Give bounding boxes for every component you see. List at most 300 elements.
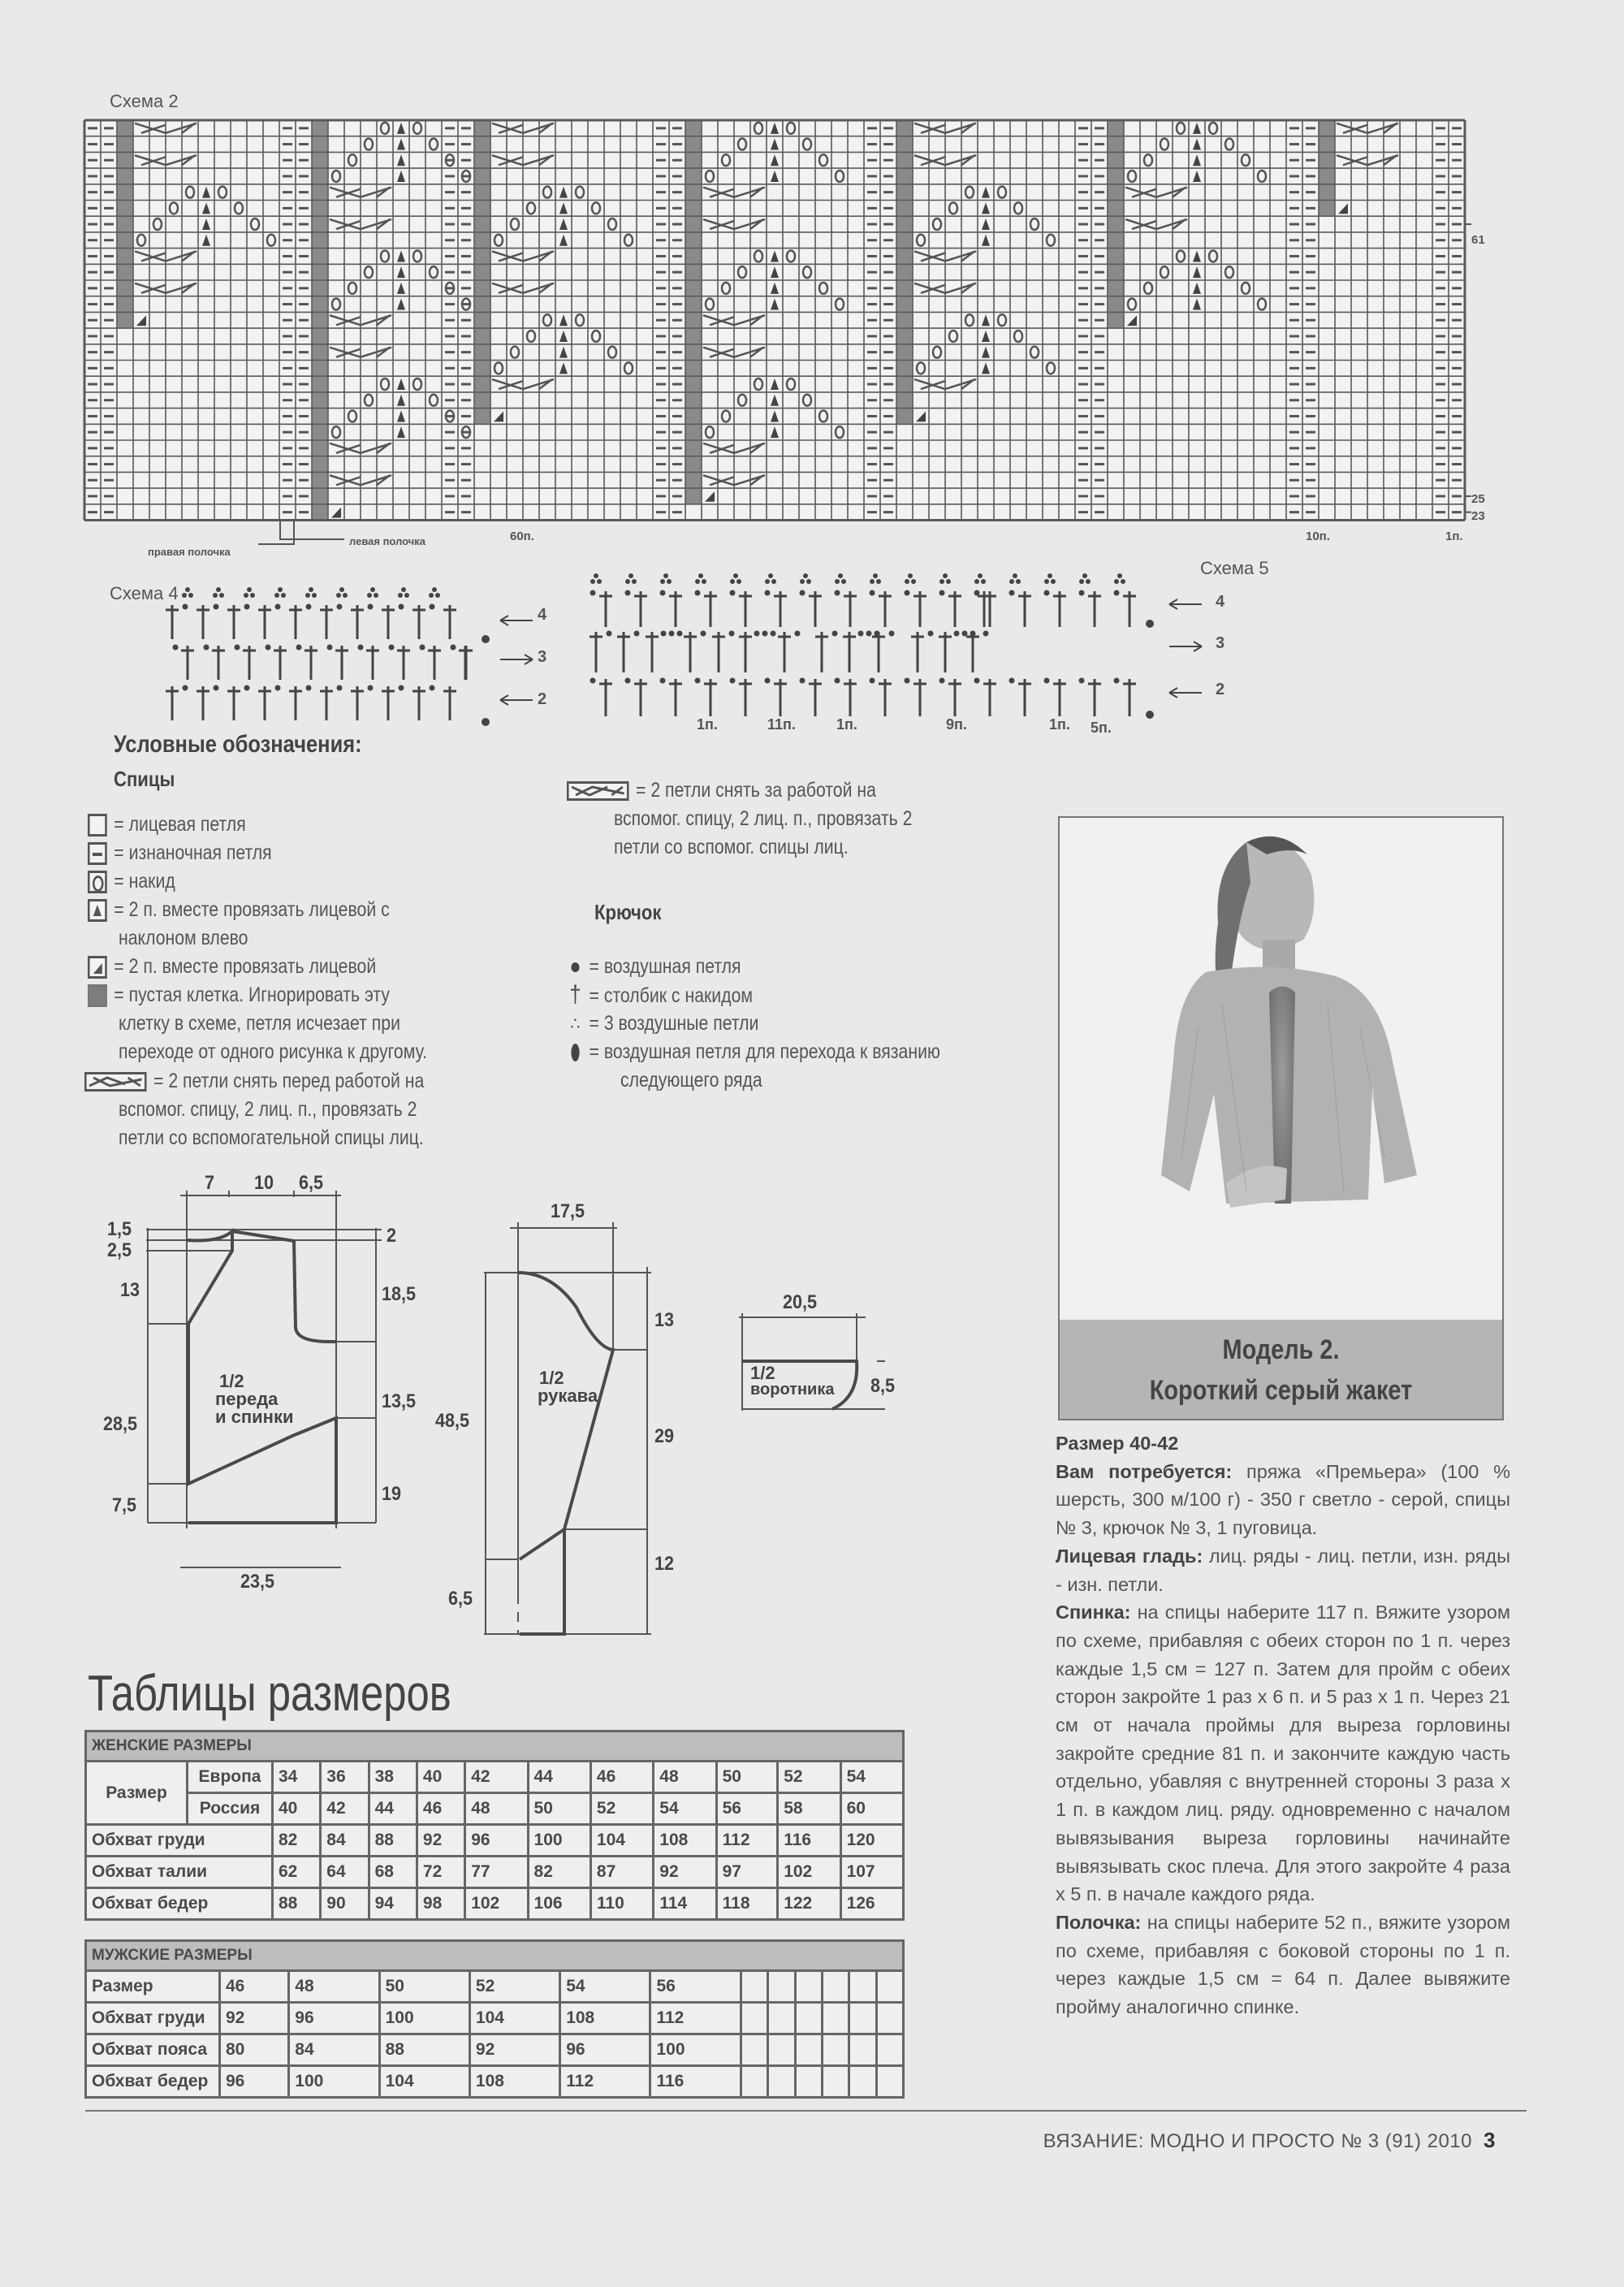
chain-mark: [838, 573, 843, 578]
empty-cell-icon: [88, 984, 107, 1007]
dimension-label: 13: [654, 1309, 675, 1331]
russia-size-cell: 60: [840, 1793, 903, 1825]
body-pattern-label: и спинки: [215, 1407, 294, 1427]
table-row: [86, 1888, 904, 1920]
chain-mark: [306, 685, 312, 691]
dimension-label: 28,5: [103, 1413, 138, 1435]
chain-mark: [806, 579, 811, 584]
chain-mark: [1009, 579, 1014, 584]
purl-stitch-icon: [88, 842, 107, 865]
row-label: Обхват бедер: [86, 1888, 273, 1920]
legend-knit-title: Спицы: [114, 767, 175, 791]
legend-item: [568, 952, 741, 981]
knit-stitch-icon: [88, 814, 107, 837]
chain-mark: [858, 631, 864, 637]
measure-cell: 92: [654, 1857, 716, 1888]
dimension-label: 23,5: [240, 1571, 275, 1593]
chain-mark: [244, 604, 250, 610]
chain-mark: [370, 587, 375, 592]
legend-item: [88, 895, 390, 924]
size-tables-title: Таблицы размеров: [88, 1666, 451, 1722]
chain-mark: [1047, 573, 1052, 578]
legend-text: = воздушная петля: [589, 955, 741, 978]
crochet-charts: [0, 0, 1624, 772]
chain-mark: [306, 604, 312, 610]
measure-cell: 100: [650, 2034, 741, 2066]
chain-mark: [214, 685, 219, 691]
model-title: Короткий серый жакет: [1149, 1375, 1413, 1406]
measure-cell: 48: [289, 1971, 379, 2003]
empty-cell: [849, 2034, 876, 2066]
chain-mark: [866, 631, 872, 637]
measure-cell: 50: [379, 1971, 469, 2003]
russia-size-cell: 52: [590, 1793, 653, 1825]
chain-mark: [1082, 573, 1087, 578]
chain-mark: [667, 579, 672, 584]
measure-cell: 112: [716, 1825, 778, 1857]
measure-cell: 118: [716, 1888, 778, 1920]
legend-item: [88, 810, 246, 839]
stitch-label-1: 1п.: [1445, 530, 1463, 543]
legend-text: = 2 петли снять перед работой на: [153, 1070, 425, 1092]
chain-mark: [429, 593, 434, 598]
chain-mark: [312, 593, 317, 598]
chain-mark: [389, 645, 395, 651]
empty-cell: [876, 2034, 903, 2066]
legend-text: = 2 петли снять за работой на: [636, 779, 876, 802]
chain-mark: [765, 579, 770, 584]
empty-cell: [768, 2066, 795, 2098]
russia-size-cell: 56: [716, 1793, 778, 1825]
legend-item: [568, 980, 753, 1010]
empty-cell: [768, 2003, 795, 2034]
dimension-label: 13,5: [382, 1390, 417, 1412]
empty-cell: [849, 2003, 876, 2034]
chain-mark: [451, 645, 456, 651]
stockinette-text: лиц. ряды - лиц. петли, изн. ряды - изн. петли.: [1056, 1545, 1511, 1595]
chain-mark: [244, 593, 248, 598]
row-label: Обхват пояса: [86, 2034, 220, 2066]
row-label: Обхват талии: [86, 1857, 273, 1888]
measure-cell: 112: [650, 2003, 741, 2034]
empty-cell: [768, 2034, 795, 2066]
table-row: [86, 1825, 904, 1857]
page-number: 3: [1484, 2128, 1496, 2152]
size-label: Размер: [86, 1762, 188, 1825]
cable-back-icon: [567, 781, 629, 801]
dimension-label: 8,5: [870, 1375, 896, 1397]
chain-mark: [214, 604, 219, 610]
measure-cell: 87: [590, 1857, 653, 1888]
chain-mark: [339, 587, 344, 592]
legend-text: = столбик с накидом: [589, 984, 754, 1007]
men-table-header: МУЖСКИЕ РАЗМЕРЫ: [86, 1941, 904, 1971]
stockinette-label: Лицевая гладь:: [1056, 1545, 1203, 1567]
chain-mark: [771, 631, 776, 637]
chain-mark: [1051, 579, 1056, 584]
legend-text: вспомог. спицу, 2 лиц. п., провязать 2: [614, 807, 913, 830]
chain-mark: [185, 587, 190, 592]
chain-mark: [677, 631, 683, 637]
chain-mark: [876, 579, 881, 584]
chain-mark: [698, 573, 703, 578]
chain-mark: [336, 593, 341, 598]
model-number: Модель 2.: [1222, 1334, 1340, 1365]
collar-pattern-label: воротника: [750, 1381, 835, 1399]
empty-cell: [741, 2034, 767, 2066]
dimension-label: 19: [382, 1483, 402, 1505]
table-row: [86, 2066, 904, 2098]
chain-mark: [399, 685, 404, 691]
row-label-61: 61: [1471, 233, 1485, 247]
chain-mark: [281, 593, 286, 598]
row-label-23: 23: [1471, 509, 1485, 523]
measure-cell: 100: [379, 2003, 469, 2034]
legend-text: петли со вспомог. спицы лиц.: [614, 836, 849, 858]
legend-text: клетку в схеме, петля исчезает при: [119, 1012, 400, 1035]
chain-mark: [754, 631, 760, 637]
row-label-25: 25: [1471, 492, 1485, 506]
chain-mark: [1079, 590, 1085, 596]
empty-cell: [795, 1971, 822, 2003]
legend-text: = 2 п. вместе провязать лицевой: [114, 955, 377, 978]
chain-mark: [1013, 573, 1017, 578]
chain-mark: [660, 590, 666, 596]
chain-mark: [911, 579, 916, 584]
measure-cell: 108: [469, 2066, 559, 2098]
schema2-title: Схема 2: [110, 91, 179, 111]
measure-cell: 84: [321, 1825, 369, 1857]
chain-mark: [803, 573, 808, 578]
russia-size-cell: 40: [273, 1793, 321, 1825]
measure-cell: 54: [560, 1971, 650, 2003]
measure-cell: 82: [273, 1825, 321, 1857]
chain-mark: [1117, 573, 1122, 578]
materials-text: пряжа «Премьера» (100 % шерсть, 300 м/100 г) - 350 г светло - серой, спицы № 3, крючок № 3, 1 пуговица.: [1056, 1460, 1511, 1539]
measure-cell: 120: [840, 1825, 903, 1857]
chain-mark: [430, 685, 435, 691]
empty-cell: [849, 1971, 876, 2003]
row-label: Обхват груди: [86, 2003, 220, 2034]
empty-cell: [741, 1971, 767, 2003]
measure-cell: 116: [778, 1825, 840, 1857]
chain-mark: [730, 590, 736, 596]
empty-cell: [741, 2066, 767, 2098]
dimension-label: 48,5: [435, 1410, 470, 1432]
chain-mark: [762, 631, 768, 637]
measure-cell: 112: [560, 2066, 650, 2098]
chain-mark: [597, 579, 602, 584]
instructions-column: [1056, 1429, 1510, 2021]
chain-mark: [835, 678, 840, 684]
chain-mark: [1146, 711, 1154, 719]
legend-text: = пустая клетка. Игнорировать эту: [114, 984, 391, 1006]
schema5-row-2: 2: [1216, 681, 1225, 698]
dimension-label: 20,5: [783, 1291, 818, 1313]
chain-mark: [870, 590, 875, 596]
schema5-stitch-label: 1п.: [836, 716, 857, 733]
right-front-pointer-label: правая полочка: [148, 546, 231, 558]
chain-mark: [1044, 579, 1049, 584]
measure-cell: 100: [289, 2066, 379, 2098]
chain-mark: [594, 573, 598, 578]
measure-cell: 96: [289, 2003, 379, 2034]
sleeve-pattern-label: рукава: [538, 1386, 598, 1406]
schema4-row-3: 3: [538, 648, 547, 666]
europe-size-cell: 34: [273, 1762, 321, 1793]
measure-cell: 92: [469, 2034, 559, 2066]
europe-label: Европа: [188, 1762, 273, 1793]
measure-cell: 100: [528, 1825, 590, 1857]
chain-mark: [435, 593, 440, 598]
row-label: Размер: [86, 1971, 220, 2003]
europe-size-cell: 48: [654, 1762, 716, 1793]
chain-mark: [250, 593, 255, 598]
dimension-label: 12: [654, 1553, 675, 1575]
measure-cell: 116: [650, 2066, 741, 2098]
photo-caption: [1060, 1320, 1502, 1419]
chain-mark: [702, 579, 706, 584]
measure-cell: 88: [273, 1888, 321, 1920]
table-row: [86, 2003, 904, 2034]
chain-mark: [216, 587, 221, 592]
legend-item: [84, 1066, 424, 1096]
model-illustration: [1060, 818, 1502, 1321]
empty-cell: [795, 2003, 822, 2034]
chain-mark: [1044, 590, 1050, 596]
cable-front-icon: [84, 1072, 147, 1092]
measure-cell: 114: [654, 1888, 716, 1920]
measure-cell: 96: [220, 2066, 289, 2098]
dimension-label: 17,5: [551, 1200, 585, 1222]
chain-mark: [974, 579, 979, 584]
chain-mark: [870, 678, 875, 684]
schema4-title: Схема 4: [110, 583, 179, 603]
chain-mark: [213, 593, 218, 598]
chain-mark: [275, 685, 281, 691]
schema4-row-4: 4: [538, 606, 547, 624]
legend-crochet-title: Крючок: [594, 900, 662, 924]
measure-cell: 68: [369, 1857, 417, 1888]
dimension-label: 13: [120, 1279, 140, 1301]
chain-mark: [401, 587, 406, 592]
back-label: Спинка:: [1056, 1602, 1131, 1623]
chain-mark: [873, 573, 878, 578]
schema5-stitch-label: 5п.: [1091, 720, 1112, 736]
stitch-label-60: 60п.: [510, 530, 534, 543]
empty-cell: [768, 1971, 795, 2003]
measure-cell: 88: [369, 1825, 417, 1857]
k2tog-left-icon: [88, 899, 107, 922]
chain-mark: [695, 590, 701, 596]
chain-mark: [173, 645, 179, 651]
row-label: Обхват бедер: [86, 2066, 220, 2098]
legend-text: наклоном влево: [119, 927, 248, 949]
chain-mark: [188, 593, 193, 598]
chain-mark: [695, 579, 700, 584]
chain-mark: [607, 631, 612, 637]
chain-mark: [981, 579, 986, 584]
dimension-label: 10: [254, 1172, 274, 1194]
body-pattern-label: 1/2: [219, 1371, 244, 1391]
chain-mark: [905, 590, 910, 596]
chain-mark: [1044, 678, 1050, 684]
front-label: Полочка:: [1056, 1911, 1142, 1933]
chain-mark: [905, 579, 909, 584]
europe-size-cell: 54: [840, 1762, 903, 1793]
chain-mark: [800, 590, 806, 596]
measure-cell: 84: [289, 2034, 379, 2066]
russia-size-cell: 54: [654, 1793, 716, 1825]
empty-cell: [876, 2066, 903, 2098]
chain-mark: [358, 645, 364, 651]
legend-text: петли со вспомогательной спицы лиц.: [119, 1126, 424, 1149]
measure-cell: 104: [469, 2003, 559, 2034]
schema5-title: Схема 5: [1200, 558, 1269, 578]
materials-label: Вам потребуется:: [1056, 1460, 1233, 1482]
chain-mark: [632, 579, 637, 584]
empty-cell: [795, 2066, 822, 2098]
chain-mark: [398, 593, 403, 598]
measure-cell: 52: [469, 1971, 559, 2003]
chain-mark: [736, 579, 741, 584]
k2tog-icon: [88, 956, 107, 979]
measure-cell: 94: [369, 1888, 417, 1920]
russia-size-cell: 50: [528, 1793, 590, 1825]
empty-cell: [822, 2066, 849, 2098]
row-direction-arrow: [500, 655, 533, 664]
chain-mark: [1009, 590, 1015, 596]
chain-mark: [247, 587, 252, 592]
chain-mark: [590, 579, 595, 584]
chain-mark: [771, 579, 776, 584]
chain-mark: [889, 631, 895, 637]
measure-cell: 62: [273, 1857, 321, 1888]
chain-mark: [661, 631, 667, 637]
dimension-label: 7,5: [112, 1494, 137, 1516]
chain-mark: [309, 587, 313, 592]
chain-mark: [235, 645, 240, 651]
chain-mark: [374, 593, 378, 598]
chain-mark: [327, 645, 333, 651]
measure-cell: 104: [590, 1825, 653, 1857]
model-photo: [1058, 816, 1504, 1420]
chain-mark: [432, 587, 437, 592]
magazine-title: ВЯЗАНИЕ: МОДНО И ПРОСТО № 3 (91) 2010: [1043, 2130, 1473, 2152]
back-text: на спицы наберите 117 п. Вяжите узором по схеме, прибавляя с обеих сторон по 1 п. через каждые 1,5 см = 127 п. Затем для пройм с обеих сторон закройте 1 раз х 6 п. и 5 раз х 1 п. Через 21 см от начала проймы для выреза горловины закройте средние 81 п. и закончите каждую часть отдельно, убавляя с внутренней стороны 3 раза х 1 п. в каждом лиц. ряду. одновременно с началом вывязывания выреза горловины начинайте вывязывать скос плеча. Для этого закройте 4 раза х 5 п. в начале каждого ряда.: [1056, 1602, 1511, 1905]
chain-mark: [835, 579, 840, 584]
chain-mark: [939, 678, 945, 684]
legend-text: вспомог. спицу, 2 лиц. п., провязать 2: [119, 1098, 417, 1121]
chain-mark: [974, 678, 980, 684]
chain-mark: [1079, 579, 1084, 584]
chain-mark: [1146, 620, 1154, 628]
chain-mark: [368, 685, 374, 691]
chain-mark: [1121, 579, 1125, 584]
legend-text: переходе от одного рисунка к другому.: [119, 1040, 427, 1063]
table-row: [86, 2034, 904, 2066]
row-direction-arrow: [500, 695, 533, 705]
chain-mark: [590, 590, 596, 596]
measure-cell: 108: [654, 1825, 716, 1857]
turning-chain-icon: [571, 1044, 579, 1061]
europe-size-cell: 40: [417, 1762, 464, 1793]
measure-cell: 102: [778, 1857, 840, 1888]
chain-mark: [430, 604, 435, 610]
chain-mark: [275, 604, 281, 610]
empty-cell: [876, 2003, 903, 2034]
russia-size-cell: 48: [465, 1793, 528, 1825]
chain-mark: [908, 573, 913, 578]
chain-mark: [800, 678, 806, 684]
europe-size-cell: 38: [369, 1762, 417, 1793]
measure-cell: 97: [716, 1857, 778, 1888]
chain-mark: [841, 579, 846, 584]
measure-cell: 90: [321, 1888, 369, 1920]
chain-mark: [701, 631, 706, 637]
legend-item: [88, 980, 390, 1009]
chain-mark: [954, 631, 960, 637]
chain-mark: [730, 579, 735, 584]
europe-size-cell: 44: [528, 1762, 590, 1793]
chain-mark: [337, 604, 343, 610]
chain-mark: [660, 579, 665, 584]
schema5-row-4: 4: [1216, 593, 1225, 611]
chain-mark: [962, 631, 968, 637]
double-crochet-icon: †: [569, 981, 581, 1008]
measure-cell: 108: [560, 2003, 650, 2034]
chain-mark: [946, 579, 951, 584]
size-heading: Размер 40-42: [1056, 1433, 1179, 1454]
europe-size-cell: 50: [716, 1762, 778, 1793]
measure-cell: 92: [220, 2003, 289, 2034]
chain-mark: [183, 604, 188, 610]
measure-cell: 104: [379, 2066, 469, 2098]
chain-mark: [182, 593, 187, 598]
measure-cell: 110: [590, 1888, 653, 1920]
chain-mark: [765, 678, 771, 684]
europe-size-cell: 46: [590, 1762, 653, 1793]
chain-mark: [266, 645, 271, 651]
schema5-stitch-label: 1п.: [697, 716, 718, 733]
chain-mark: [832, 631, 838, 637]
chain-mark: [1114, 590, 1120, 596]
measure-cell: 98: [417, 1888, 464, 1920]
chain-mark: [244, 685, 250, 691]
body-pattern-label: переда: [215, 1389, 279, 1409]
measure-cell: 96: [560, 2034, 650, 2066]
dimension-label: 18,5: [382, 1283, 417, 1305]
chain-mark: [590, 678, 596, 684]
chain-mark: [928, 631, 934, 637]
chain-mark: [625, 579, 630, 584]
measure-cell: 96: [465, 1825, 528, 1857]
chain-mark: [305, 593, 310, 598]
chain-mark: [337, 685, 343, 691]
three-chains-icon: ∴: [570, 1014, 581, 1034]
chain-mark: [1009, 678, 1015, 684]
schema5-stitch-label: 9п.: [946, 716, 967, 733]
women-table-header: ЖЕНСКИЕ РАЗМЕРЫ: [86, 1731, 904, 1762]
measure-cell: 46: [220, 1971, 289, 2003]
chain-mark: [939, 579, 944, 584]
legend-text: = изнаночная петля: [114, 841, 272, 864]
row-direction-arrow: [1169, 599, 1202, 609]
legend-text: = накид: [114, 870, 175, 893]
legend-title: Условные обозначения:: [114, 731, 362, 758]
chain-mark: [1114, 579, 1119, 584]
chain-mark: [669, 631, 675, 637]
